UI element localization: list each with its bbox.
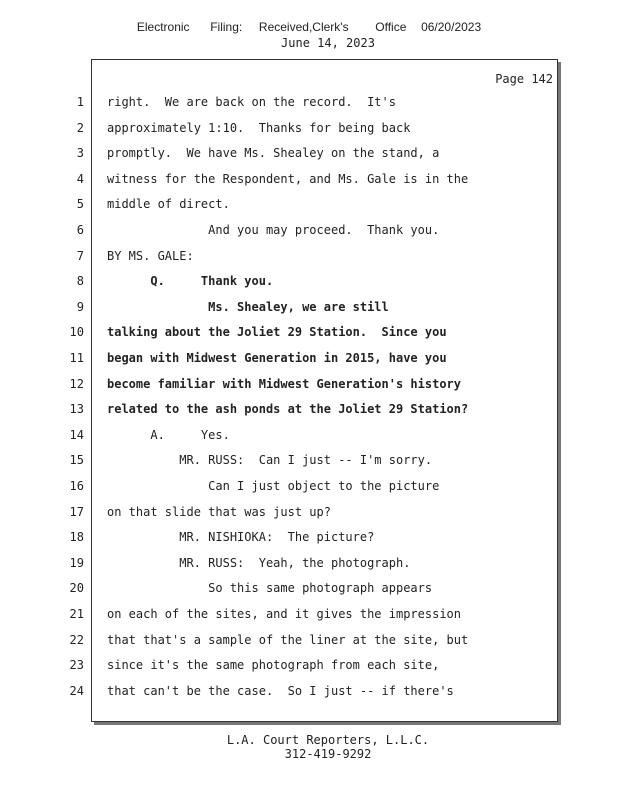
transcript-line: MR. NISHIOKA: The picture? <box>107 530 375 545</box>
line-number: 18 <box>69 530 84 545</box>
transcript-line: Can I just object to the picture <box>107 479 440 493</box>
line-number: 5 <box>76 197 84 212</box>
transcript-line: become familiar with Midwest Generation's history <box>107 376 462 391</box>
transcript-line: that can't be the case. So I just -- if there's <box>107 683 454 698</box>
line-number: 22 <box>69 632 84 647</box>
line-number: 23 <box>69 658 84 673</box>
line-number: 16 <box>69 479 84 493</box>
line-number: 15 <box>69 453 84 468</box>
line-number: 24 <box>69 683 84 698</box>
filing-stamp <box>0 20 618 34</box>
transcript-line: promptly. We have Ms. Shealey on the stand, a <box>107 146 440 161</box>
line-number: 11 <box>69 351 84 365</box>
transcript-line: So this same photograph appears <box>107 581 433 596</box>
footer-company: L.A. Court Reporters, L.L.C. <box>226 733 430 747</box>
line-number: 21 <box>69 607 84 621</box>
line-number: 3 <box>76 146 84 161</box>
line-number: 4 <box>76 171 84 186</box>
page-number: Page 142 <box>495 72 553 86</box>
line-number: 17 <box>69 504 84 519</box>
line-number: 20 <box>69 581 84 596</box>
stamp-date: 06/20/2023 <box>421 20 482 34</box>
line-number: 8 <box>76 274 84 289</box>
transcript-line: on that slide that was just up? <box>107 504 331 519</box>
transcript-line: middle of direct. <box>107 197 230 212</box>
transcript-line: began with Midwest Generation in 2015, have you <box>107 351 447 365</box>
transcript-line: Q. Thank you. <box>107 274 274 289</box>
stamp-filing: Filing: <box>210 20 243 34</box>
line-number: 19 <box>69 555 84 570</box>
hearing-date: June 14, 2023 <box>281 36 375 50</box>
line-number: 12 <box>69 376 84 391</box>
transcript-line: BY MS. GALE: <box>107 248 194 263</box>
line-number: 6 <box>76 223 84 237</box>
transcript-line: since it's the same photograph from each site, <box>107 658 440 673</box>
line-number: 1 <box>76 95 84 109</box>
line-number: 7 <box>76 248 84 263</box>
line-number: 9 <box>76 299 84 314</box>
line-number: 2 <box>76 120 84 135</box>
transcript-line: MR. RUSS: Yeah, the photograph. <box>107 555 411 570</box>
transcript-line: MR. RUSS: Can I just -- I'm sorry. <box>107 453 433 468</box>
line-number: 13 <box>69 402 84 417</box>
line-number: 14 <box>69 427 84 442</box>
transcript-line: talking about the Joliet 29 Station. Since you <box>107 325 447 340</box>
transcript-line: that that's a sample of the liner at the site, but <box>107 632 469 647</box>
stamp-received: Received,Clerk's <box>258 20 349 34</box>
transcript-line: witness for the Respondent, and Ms. Gale is in the <box>107 171 469 186</box>
footer-phone: 312-419-9292 <box>284 747 372 761</box>
transcript-line: right. We are back on the record. It's <box>107 95 396 109</box>
transcript-line: And you may proceed. Thank you. <box>107 223 440 237</box>
transcript-line: A. Yes. <box>107 427 230 442</box>
transcript-line: Ms. Shealey, we are still <box>107 299 389 314</box>
transcript-line: related to the ash ponds at the Joliet 29 Station? <box>107 402 469 417</box>
line-number: 10 <box>69 325 84 340</box>
stamp-office: Office <box>375 20 407 34</box>
transcript-line: on each of the sites, and it gives the impression <box>107 607 462 621</box>
transcript-line: approximately 1:10. Thanks for being back <box>107 120 411 135</box>
stamp-electronic: Electronic <box>136 20 190 34</box>
